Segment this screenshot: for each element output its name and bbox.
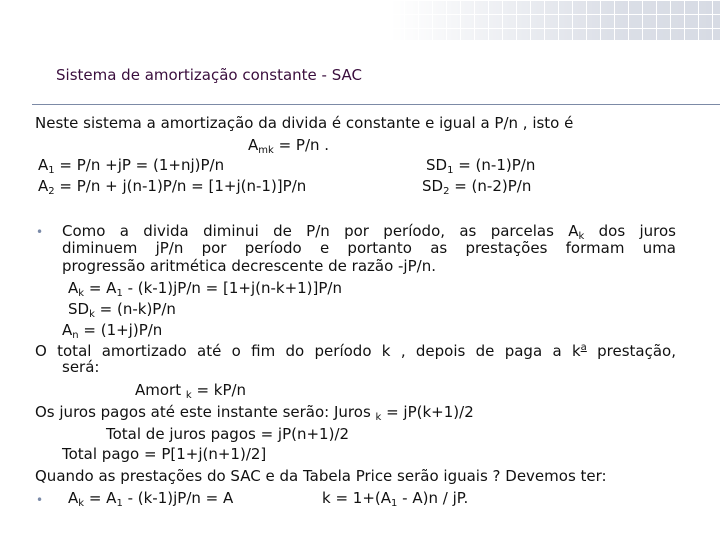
- sd1-formula: $SD_1 = (n-1)P/n$: [426, 156, 536, 176]
- para2-line1: O total amortizado até o fim do período k , depois de paga a $k^a$ prestação,: [35, 342, 676, 360]
- para1-line2: diminuem jP/n por período e portanto as prestações formam uma: [62, 239, 676, 257]
- para2-line2: será:: [62, 358, 100, 376]
- a2-formula: $A_2 = P/n + j(n-1)P/n = [1+j(n-1)]P/n$: [38, 177, 307, 197]
- last-formula-right: $k = 1+(A_1 - A)n$ / jP.: [322, 489, 469, 509]
- a1-formula: $A_1 = P/n +jP = (1+nj)P/n$: [38, 156, 225, 176]
- total-pago-line: Total pago = P[1+j(n+1)/2]: [62, 445, 267, 463]
- amk-formula: $A_{mk} = P/n$ .: [248, 136, 330, 156]
- intro-line: Neste sistema a amortização da divida é constante e igual a P/n , isto é: [35, 114, 574, 132]
- an-formula: $A_n = (1+j)P/n$: [62, 321, 163, 341]
- page-title: Sistema de amortização constante - SAC: [56, 66, 363, 84]
- sd2-formula: $SD_2 = (n-2)P/n$: [422, 177, 532, 197]
- bullet-marker: •: [36, 225, 44, 239]
- bullet-marker: •: [36, 493, 44, 507]
- total-juros-line: Total de juros pagos = jP(n+1)/2: [106, 425, 350, 443]
- amort-formula: Amort $_k$ = kP/n: [135, 381, 247, 401]
- juros-line: Os juros pagos até este instante serão: Juros $_k$ = jP(k+1)/2: [35, 403, 474, 423]
- ak-formula: $A_k = A_1 - (k-1)jP/n = [1+j(n-k+1)]P/n$: [68, 279, 342, 299]
- para1-line1: Como a divida diminui de P/n por período, as parcelas $A_k$ dos juros: [62, 222, 677, 242]
- last-formula-left: $A_k = A_1 - (k-1)jP/n = A$: [68, 489, 234, 509]
- divider-line: [32, 104, 720, 105]
- sdk-formula: $SD_k = (n-k)P/n$: [68, 300, 176, 320]
- para1-line3: progressão aritmética decrescente de razão -jP/n.: [62, 257, 436, 275]
- quando-line: Quando as prestações do SAC e da Tabela Price serão iguais ? Devemos ter:: [35, 467, 607, 485]
- decorative-grid: [390, 0, 720, 40]
